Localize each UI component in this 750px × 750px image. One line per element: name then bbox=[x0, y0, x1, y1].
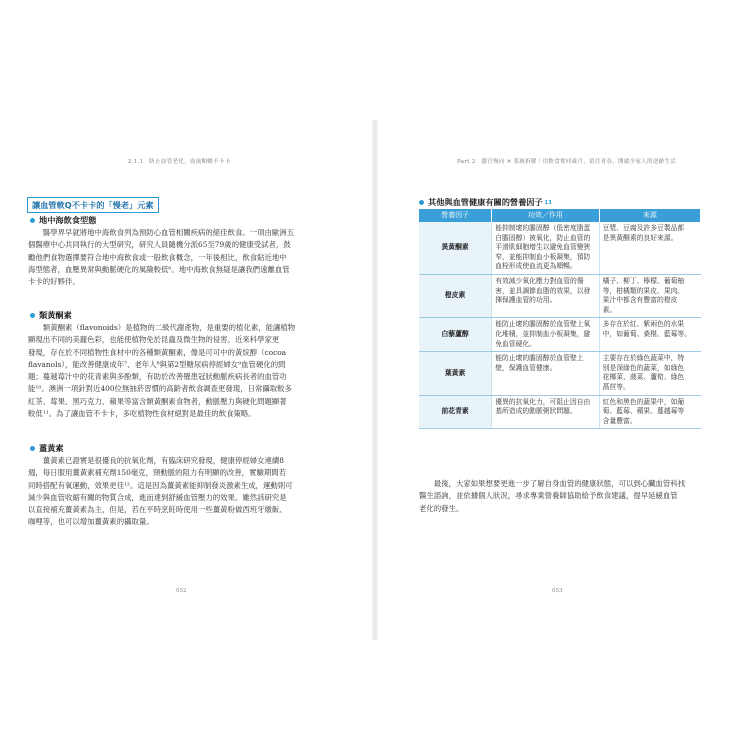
table-row bbox=[419, 274, 701, 317]
cell-line: 有效減少氧化壓力對血管的傷 bbox=[495, 276, 584, 285]
cell-line: 揮保護血管的功用。 bbox=[495, 296, 557, 305]
subheading-label: 類黃酮素 bbox=[39, 310, 72, 320]
running-head: Part 2 器官慢向 ✕ 系統拆解｜用飲食奪回歲月，留住青春，開啟全家人的逆齡生活 bbox=[457, 159, 677, 165]
text-line: 薑黃素已證實是很優良的抗氧化劑，有臨床研究發現，健康停經婦女連續8 bbox=[42, 456, 285, 465]
nutrient-source bbox=[599, 395, 700, 429]
cell-line: 化堆積，並抑制血小板凝集，避 bbox=[495, 329, 591, 338]
nutrient-name: 葉黃素 bbox=[419, 352, 492, 395]
subheading-label: 薑黃素 bbox=[39, 443, 64, 453]
text-line: 老化的發生。 bbox=[419, 503, 464, 513]
paragraph-flavonoids bbox=[28, 322, 352, 420]
cell-line: 免血管硬化。 bbox=[495, 339, 536, 348]
section-title: 讓血管軟Q不卡卡的「慢老」元素 bbox=[27, 197, 159, 213]
table-header-row bbox=[419, 209, 701, 222]
cell-line: 萄、藍莓、蘋果、蔓越莓等 bbox=[602, 407, 685, 416]
cell-line: 中，如葡萄、桑椹、藍莓等。 bbox=[602, 329, 692, 338]
cell-line: 能抑制壞的膽固醇（低密度脂蛋 bbox=[495, 224, 591, 232]
cell-line: 窄，並能抑制血小板凝集，預防 bbox=[495, 252, 591, 261]
cell-line: 別是深綠色的蔬菜，如綠色 bbox=[602, 363, 685, 372]
text-line: 勵他們食物選擇要符合地中海飲食或一般飲食概念，一年後相比，飲食貼近地中 bbox=[28, 252, 287, 262]
nutrient-name: 白藜蘆醇 bbox=[419, 318, 492, 352]
page-number: 053 bbox=[552, 588, 563, 594]
bullet-icon bbox=[419, 200, 424, 205]
cell-line: 壁，保護血管健康。 bbox=[495, 363, 557, 372]
text-line: 咖哩等，也可以增加薑黃素的攝取量。 bbox=[28, 517, 154, 527]
cell-line: 主要存在於綠色蔬菜中，特 bbox=[602, 354, 685, 363]
table-row bbox=[419, 395, 701, 429]
nutrient-function bbox=[492, 274, 599, 317]
cell-line: 花椰菜、菠菜、蘆筍、綠色 bbox=[602, 373, 685, 382]
cell-line: 平滑肌細胞增生以避免血管變狹 bbox=[495, 243, 591, 252]
text-line: 醫學界早就將地中海飲食列為預防心血管相關疾病的絕佳飲食。一項由歐洲五 bbox=[42, 228, 295, 237]
table-row bbox=[419, 222, 701, 274]
text-line: 能¹⁰。澳洲一項針對近400位無抽菸習慣的高齡者飲食調查更發現，日常攝取較多 bbox=[28, 384, 292, 394]
nutrient-source bbox=[599, 274, 700, 317]
running-head: 2.1.1 防止血管老化，血流順暢不卡卡 bbox=[128, 159, 231, 165]
nutrient-table bbox=[419, 209, 701, 429]
cell-line: 多存在於紅、紫兩色的水果 bbox=[602, 320, 685, 329]
nutrient-name: 前花青素 bbox=[419, 395, 492, 429]
paragraph-mediterranean bbox=[28, 227, 352, 288]
text-line: 類黃酮素（flavonoids）是植物的二級代謝產物，是重要的植化素，能讓植物 bbox=[42, 323, 296, 332]
cell-line: 血栓形成使血流更為順暢。 bbox=[495, 262, 577, 271]
cell-line: 橘子、柳丁、檸檬、葡萄柚 bbox=[602, 276, 685, 285]
nutrient-source bbox=[599, 352, 700, 395]
text-line: 卡卡的好夥伴。 bbox=[28, 277, 80, 287]
nutrient-name: 橙皮素 bbox=[419, 274, 492, 317]
right-page bbox=[375, 0, 750, 750]
text-line: flavanols），能改善健康成年⁷、老年人⁸與第2型糖尿病停經婦女⁹血管硬化的問 bbox=[28, 359, 286, 369]
text-line: 醫生諮詢，並依據個人狀況，尋求專業營養師協助給予飲食建議，提早延緩血管 bbox=[419, 491, 678, 501]
cell-line: 素。 bbox=[602, 305, 617, 314]
text-line: 較低¹¹。為了讓血管不卡卡，多吃植物性食材絕對是最佳的飲食策略。 bbox=[28, 409, 256, 419]
header-function: 功效／作用 bbox=[492, 209, 599, 222]
nutrient-name: 異黃酮素 bbox=[419, 222, 492, 274]
nutrient-function bbox=[492, 352, 599, 395]
cell-line: 果汁中都含有豐富的橙皮 bbox=[602, 296, 678, 305]
text-line: 以直接補充薑黃素為主，但是，若在平時烹飪時使用一些薑黃粉做西班牙燉飯、 bbox=[28, 505, 287, 515]
table-heading bbox=[419, 197, 552, 208]
cell-line: 白膽固醇）被氧化，防止血管的 bbox=[495, 233, 591, 242]
cell-line: 豆漿、豆腐及許多豆製品都 bbox=[602, 224, 685, 232]
cell-line: 萵苣等。 bbox=[602, 382, 630, 391]
text-line: 最後，大家如果想要更進一步了解自身血管的健康狀態，可以到心臟血管科找 bbox=[433, 479, 686, 488]
text-line: 發現，存在於不同植物性食材中的各種類黃酮素，像是可可中的黃烷醇（cocoa bbox=[28, 347, 287, 357]
cell-line: 基所造成的動脈粥狀問題。 bbox=[495, 407, 577, 416]
cell-line: 等，柑橘類的果皮、果肉、 bbox=[602, 286, 685, 295]
bullet-icon bbox=[30, 446, 35, 451]
subheading-label: 地中海飲食型態 bbox=[39, 215, 97, 225]
text-line: 紅茶、莓果、黑巧克力、蘋果等富含類黃酮素食物者，動脈壓力與硬化問題顯著 bbox=[28, 396, 287, 406]
header-nutrient: 營養因子 bbox=[419, 209, 492, 222]
cell-line: 優異的抗氧化力，可阻止因自由 bbox=[495, 397, 591, 406]
text-line: 顯現出不同的美麗色彩，也能使植物免於昆蟲及微生物的侵害。近來科學家更 bbox=[28, 335, 280, 345]
nutrient-function bbox=[492, 395, 599, 429]
cell-line: 害，並具調節血脂的效果，以發 bbox=[495, 286, 591, 295]
subheading-flavonoids bbox=[30, 310, 72, 321]
subheading-curcumin bbox=[30, 443, 64, 454]
cell-line: 能防止壞的膽固醇於血管壁上 bbox=[495, 354, 584, 363]
text-line: 減少與血管收縮有關的物質合成，進而達到舒緩血管壓力的效果。雖然該研究是 bbox=[28, 492, 287, 502]
cell-line: 含量豐富。 bbox=[602, 416, 637, 425]
table-row bbox=[419, 318, 701, 352]
closing-paragraph bbox=[419, 478, 705, 515]
table-heading-label: 其他與血管健康有關的營養因子 bbox=[428, 197, 543, 207]
text-line: 題；蔓越莓汁中的花青素與多酚類，有助於改善罹患冠狀動脈疾病長者的血管功 bbox=[28, 372, 287, 382]
bullet-icon bbox=[30, 218, 35, 223]
table-row bbox=[419, 352, 701, 395]
bullet-icon bbox=[30, 313, 35, 318]
nutrient-function bbox=[492, 318, 599, 352]
header-source: 來源 bbox=[599, 209, 700, 222]
text-line: 個醫療中心共同執行的大型研究，研究人員隨機分派65至79歲的健康受試者，鼓 bbox=[28, 240, 291, 250]
text-line: 海型態者，血壓異常與動脈硬化的風險較低⁶。地中海飲食無疑是讓我們遠離血管 bbox=[28, 264, 290, 274]
text-line: 週，每日服用薑黃素補充劑150毫克，頸動脈的阻力有明顯的改善，實驗期間若 bbox=[28, 468, 287, 478]
cell-line: 能防止壞的膽固醇於血管壁上氧 bbox=[495, 320, 591, 329]
table-heading-ref: 13 bbox=[544, 199, 552, 206]
paragraph-curcumin bbox=[28, 455, 352, 529]
subheading-mediterranean bbox=[30, 215, 96, 226]
nutrient-source bbox=[599, 318, 700, 352]
nutrient-source bbox=[599, 222, 700, 274]
cell-line: 是異黃酮素的良好來源。 bbox=[602, 233, 678, 242]
text-line: 同時搭配有氧運動，效果更佳¹²。這是因為薑黃素能抑制發炎激素生成，運動則可 bbox=[28, 480, 293, 490]
nutrient-function bbox=[492, 222, 599, 274]
page-number: 052 bbox=[176, 588, 187, 594]
cell-line: 紅色和黑色的蔬果中，如葡 bbox=[602, 397, 685, 406]
